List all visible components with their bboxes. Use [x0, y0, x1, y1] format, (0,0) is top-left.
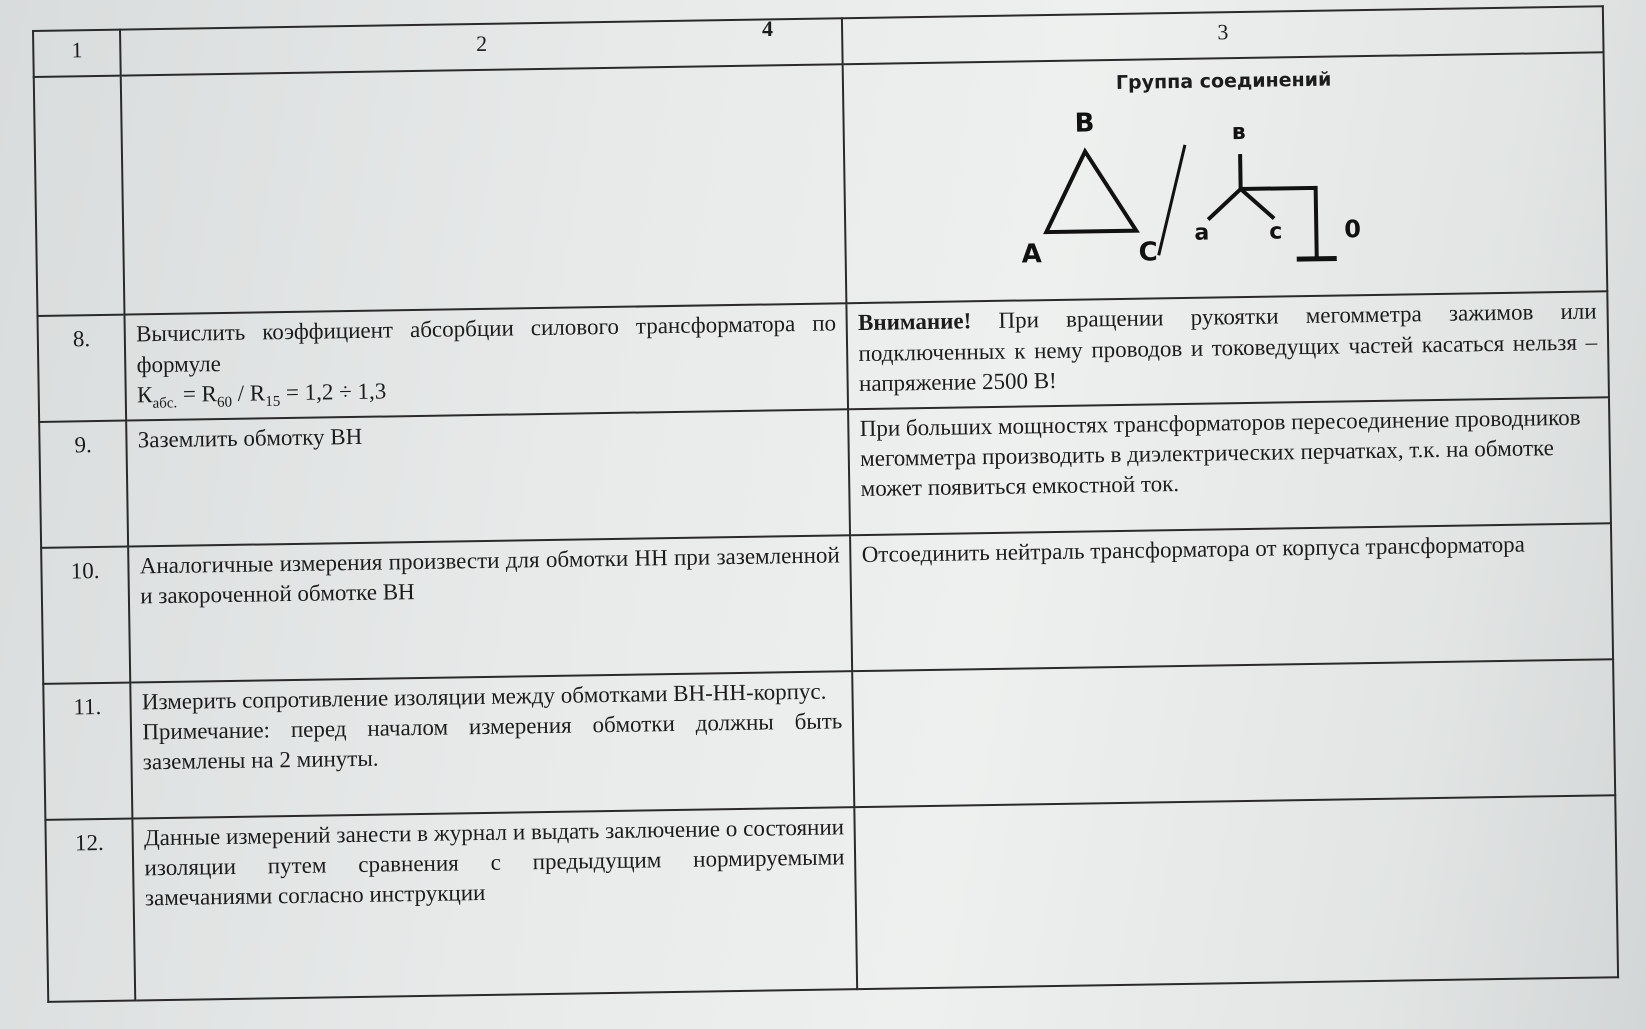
label-A: А	[1021, 239, 1043, 270]
header-col-3: 3	[842, 6, 1603, 64]
row-12-task: Данные измерений занести в журнал и выдать заключение о состоянии изоляции путем сравнения с предыдущим нормируемыми замечаниями согласно инструкции	[133, 807, 858, 1000]
row-9	[39, 397, 1611, 548]
label-C: С	[1138, 237, 1159, 268]
connection-group-diagram	[855, 89, 1578, 290]
label-zero: 0	[1344, 215, 1362, 244]
label-c: с	[1269, 219, 1283, 245]
delta-winding-triangle	[1045, 151, 1136, 232]
row-10-note: Отсоединить нейтраль трансформатора от корпуса трансформатора	[850, 523, 1613, 671]
row-11-note	[853, 659, 1616, 807]
row-11-task	[131, 671, 855, 818]
task-note: Примечание: перед началом измерения обмотки должны быть заземлены на 2 минуты.	[142, 708, 843, 775]
row-10	[41, 523, 1613, 684]
row-number: 10.	[41, 546, 130, 683]
row-11	[43, 659, 1615, 820]
task-text: Вычислить коэффициент абсорбции силового трансформатора по формуле	[135, 310, 837, 378]
procedure-table	[32, 5, 1619, 1002]
star-branch-b	[1240, 154, 1241, 189]
row-12	[45, 795, 1618, 1002]
star-branch-a	[1208, 189, 1241, 220]
row-number: 8.	[37, 315, 126, 421]
connection-group-cell	[843, 52, 1607, 303]
label-B: В	[1074, 108, 1096, 139]
empty-cell	[34, 76, 125, 317]
row-10-task: Аналогичные измерения произвести для обмотки НН при заземленной и закороченной обмотке ВН	[128, 535, 852, 682]
row-9-note: При больших мощностях трансформаторов пересоединение проводников мегомметра производить в диэлектрических перчатках, т.к. на обмотке может появиться емкостной ток.	[848, 397, 1611, 535]
diagram-title: Группа соединений	[1115, 68, 1332, 94]
empty-cell	[121, 64, 847, 315]
warning-label: Внимание!	[857, 308, 972, 336]
diagram-row	[34, 52, 1608, 316]
task-text: Измерить сопротивление изоляции между обмотками ВН-НН-корпус.	[141, 678, 827, 714]
row-number: 11.	[43, 682, 132, 819]
label-b: в	[1231, 120, 1247, 146]
row-12-note	[855, 795, 1618, 989]
row-number: 9.	[39, 420, 128, 547]
warning-text: При вращении рукоятки мегомметра зажимов или подключенных к нему проводов и токоведущих частей касаться нельзя – напряжение 2500 В!	[858, 298, 1598, 397]
row-9-task: Заземлить обмотку ВН	[126, 409, 850, 546]
row-8-task	[125, 304, 849, 420]
header-col-2: 2	[120, 18, 843, 75]
row-number: 12.	[45, 818, 135, 1001]
separator-slash	[1157, 145, 1187, 255]
absorption-formula: $К_{абс.} = R_{60} / R_{15} = 1,2 \div 1,3$	[136, 378, 387, 412]
label-a: а	[1194, 220, 1210, 246]
row-8-note	[847, 292, 1609, 409]
page-number: 4	[762, 16, 773, 41]
ground-bar	[1297, 259, 1337, 260]
star-branch-c	[1241, 189, 1274, 220]
header-col-1: 1	[33, 30, 121, 77]
